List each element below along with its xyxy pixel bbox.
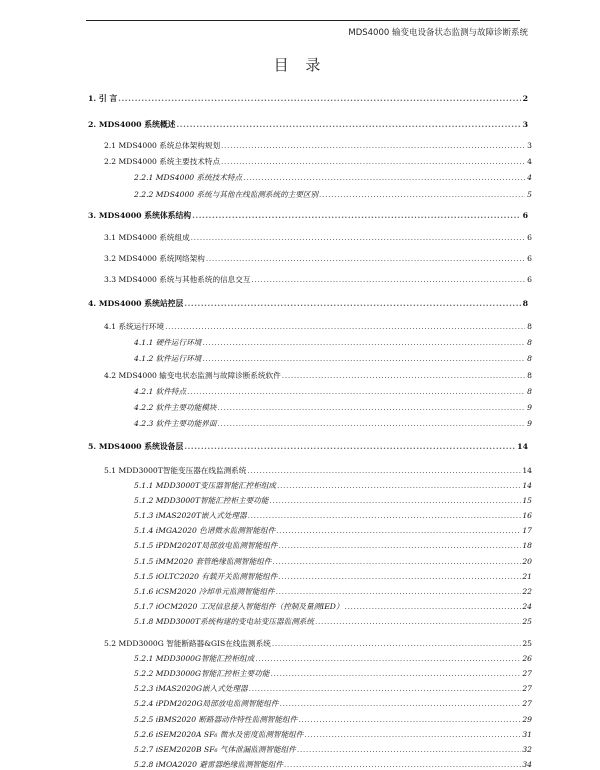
toc-entry-page: 8 [527,371,532,380]
toc-entry-page: 9 [527,419,532,428]
toc-leader-dots [298,715,521,725]
toc-entry-label: 5.1.2 MDD3000T智能汇控柜主要功能 [134,496,269,505]
toc-entry[interactable] [134,479,532,491]
toc-leader-dots [243,173,525,183]
toc-entry-page: 17 [522,526,532,535]
toc-leader-dots [221,157,525,167]
toc-entry[interactable] [134,682,532,694]
toc-entry[interactable] [104,273,532,285]
toc-entry[interactable] [104,231,532,243]
toc-leader-dots [297,745,521,755]
toc-leader-dots [202,354,525,364]
toc-entry[interactable] [134,385,532,397]
toc-entry-page: 8 [527,322,532,331]
toc-entry-label: 5.1.8 MDD3000T系统构建的变电站变压器监测系统 [134,617,314,626]
toc-entry-page: 9 [527,403,532,412]
toc-entry-page: 22 [522,587,532,596]
toc-entry[interactable] [104,637,532,649]
toc-leader-dots [251,275,525,285]
toc-entry-page: 29 [522,715,532,724]
toc-entry[interactable] [134,401,532,413]
toc-entry-label: 5.1.5 iOLTC2020 有载开关监测智能组件 [134,572,278,581]
toc-entry-label: 5.1.4 iMGA2020 色谱微水监测智能组件 [134,526,276,535]
toc-leader-dots [184,299,521,309]
toc-entry[interactable] [134,188,532,200]
toc-entry-label: 4.2 MDS4000 输变电状态监测与故障诊断系统软件 [104,371,281,380]
toc-leader-dots [284,760,521,770]
toc-leader-dots [255,654,521,664]
toc-entry[interactable] [134,600,532,612]
toc-entry-label: 5.2.8 iMOA2020 避雷器绝缘监测智能组件 [134,760,283,769]
toc-entry-page: 6 [527,275,532,284]
toc-entry-label: 5.2.3 iMAS2020G嵌入式处理器 [134,684,248,693]
toc-leader-dots [276,526,521,536]
toc-entry[interactable] [134,667,532,679]
toc-entry-page: 4 [527,173,532,182]
toc-entry-label: 3.2 MDS4000 系统网络架构 [104,254,205,263]
toc-entry-page: 18 [522,541,532,550]
toc-entry-label: 3.1 MDS4000 系统组成 [104,233,190,242]
toc-entry-page: 8 [527,354,532,363]
toc-entry-label: 2.1 MDS4000 系统总体架构规划 [104,141,221,150]
toc-entry[interactable] [104,464,532,476]
toc-entry[interactable] [134,524,532,536]
toc-leader-dots [315,617,521,627]
toc-entry-label: 5.1.6 iCSM2020 冷却单元监测智能组件 [134,587,275,596]
toc-entry-label: 2.2.2 MDS4000 系统与其他在线监测系统的主要区别 [134,190,319,199]
toc-entry-page: 5 [527,190,532,199]
toc-leader-dots [206,254,525,264]
toc-entry-page: 6 [527,233,532,242]
toc-entry[interactable] [134,570,532,582]
toc-entry-label: 5.1.1 MDD3000T变压器智能汇控柜组成 [134,481,277,490]
toc-entry[interactable] [134,509,532,521]
toc-entry-page: 31 [522,730,532,739]
toc-entry-page: 27 [522,684,532,693]
toc-entry-page: 25 [522,639,532,648]
toc-entry-page: 2 [522,94,528,103]
toc-leader-dots [272,639,522,649]
toc-leader-dots [272,557,521,567]
toc-entry-label: 2.2.1 MDS4000 系统技术特点 [134,173,243,182]
toc-entry[interactable] [88,297,528,309]
toc-entry[interactable] [104,252,532,264]
toc-entry-page: 24 [522,602,532,611]
toc-entry-page: 25 [522,617,532,626]
toc-leader-dots [118,94,521,104]
toc-leader-dots [277,481,521,491]
toc-entry-page: 14 [522,466,532,475]
toc-leader-dots [278,572,521,582]
page-title: 目 录 [273,56,327,74]
toc-entry-label: 4.2.3 软件主要功能界面 [134,419,217,428]
toc-entry-page: 20 [522,557,532,566]
toc-entry-page: 21 [522,572,532,581]
toc-entry-label: 4.1.1 硬件运行环境 [134,338,202,347]
toc-entry-page: 6 [527,254,532,263]
toc-entry-label: 5.1.7 iOCM2020 工况信息接入智能组件（控制及量测IED） [134,602,344,611]
toc-leader-dots [319,190,525,200]
toc-entry[interactable] [134,555,532,567]
toc-leader-dots [176,120,521,130]
toc-leader-dots [249,684,522,694]
toc-entry-page: 14 [522,481,532,490]
toc-entry[interactable] [134,743,532,755]
toc-entry-page: 4 [527,157,532,166]
toc-leader-dots [270,669,521,679]
toc-leader-dots [218,419,526,429]
toc-leader-dots [278,541,521,551]
toc-leader-dots [248,511,522,521]
toc-entry[interactable] [104,320,532,332]
toc-leader-dots [344,602,521,612]
toc-leader-dots [192,211,521,221]
toc-entry-label: 4. MDS4000 系统站控层 [88,299,184,308]
toc-entry-page: 6 [522,211,528,220]
toc-entry[interactable] [134,494,532,506]
toc-leader-dots [279,699,521,709]
toc-entry-label: 5.2 MDD3000G 智能断路器&GIS在线监测系统 [104,639,271,648]
toc-leader-dots [269,496,521,506]
toc-leader-dots [247,466,521,476]
toc-entry-label: 4.2.1 软件特点 [134,387,187,396]
toc-entry-label: 3.3 MDS4000 系统与其他系统的信息交互 [104,275,251,284]
toc-entry-label: 5.2.5 iBMS2020 断路器动作特性监测智能组件 [134,715,298,724]
toc-entry-page: 14 [517,442,528,451]
toc-entry-label: 1. 引 言 [88,94,118,103]
toc-entry-page: 27 [522,699,532,708]
toc-entry-label: 5. MDS4000 系统设备层 [88,442,184,451]
toc-entry-page: 15 [522,496,532,505]
toc-entry[interactable] [134,758,532,770]
toc-leader-dots [218,403,526,413]
toc-entry[interactable] [88,92,528,104]
toc-entry-label: 4.1.2 软件运行环境 [134,354,202,363]
toc-entry-label: 5.2.7 iSEM2020B SF₆ 气体泄漏监测智能组件 [134,745,296,754]
toc-entry[interactable] [134,352,532,364]
toc-entry-label: 5.1.5 iMM2020 套管绝缘监测智能组件 [134,557,272,566]
toc-entry-label: 2.2 MDS4000 系统主要技术特点 [104,157,221,166]
toc-entry-label: 3. MDS4000 系统体系结构 [88,211,192,220]
toc-entry[interactable] [134,585,532,597]
toc-entry-page: 34 [522,760,532,769]
toc-entry[interactable] [88,440,528,452]
running-header: MDS4000 输变电设备状态监测与故障诊断系统 [348,28,528,38]
toc-entry[interactable] [134,417,532,429]
toc-leader-dots [202,338,525,348]
toc-entry-label: 5.2.6 iSEM2020A SF₆ 微水及密度监测智能组件 [134,730,304,739]
toc-entry-page: 26 [522,654,532,663]
toc-entry[interactable] [134,713,532,725]
toc-leader-dots [191,233,525,243]
toc-entry[interactable] [134,171,532,183]
toc-leader-dots [165,322,525,332]
toc-entry-label: 5.2.1 MDD3000G智能汇控柜组成 [134,654,255,663]
toc-leader-dots [276,587,522,597]
toc-entry-page: 8 [527,338,532,347]
toc-entry-label: 5.1 MDD3000T智能变压器在线监测系统 [104,466,247,475]
toc-entry-page: 3 [527,141,532,150]
toc-leader-dots [304,730,521,740]
toc-entry[interactable] [104,139,532,151]
toc-entry-label: 5.1.3 iMAS2020T嵌入式处理器 [134,511,247,520]
toc-entry-page: 8 [522,299,528,308]
toc-entry-label: 5.2.4 iPDM2020G局部放电监测智能组件 [134,699,279,708]
toc-entry-label: 4.2.2 软件主要功能模块 [134,403,217,412]
toc-entry[interactable] [134,539,532,551]
toc-leader-dots [184,442,516,452]
toc-entry-page: 8 [527,387,532,396]
toc-entry[interactable] [134,336,532,348]
toc-entry-page: 27 [522,669,532,678]
toc-entry[interactable] [104,155,532,167]
toc-entry-label: 5.1.5 iPDM2020T局部放电监测智能组件 [134,541,278,550]
toc-leader-dots [187,387,525,397]
toc-entry[interactable] [134,728,532,740]
toc-entry[interactable] [134,652,532,664]
toc-leader-dots [221,141,525,151]
toc-entry-page: 32 [522,745,532,754]
toc-entry-page: 3 [522,120,528,129]
toc-leader-dots [282,371,525,381]
toc-entry-label: 4.1 系统运行环境 [104,322,165,331]
toc-entry[interactable] [134,697,532,709]
toc-entry[interactable] [134,615,532,627]
toc-entry[interactable] [88,209,528,221]
toc-entry-page: 16 [522,511,532,520]
toc-entry[interactable] [104,369,532,381]
toc-entry[interactable] [88,118,528,130]
toc-entry-label: 2. MDS4000 系统概述 [88,120,176,129]
toc-entry-label: 5.2.2 MDD3000G智能汇控柜主要功能 [134,669,270,678]
